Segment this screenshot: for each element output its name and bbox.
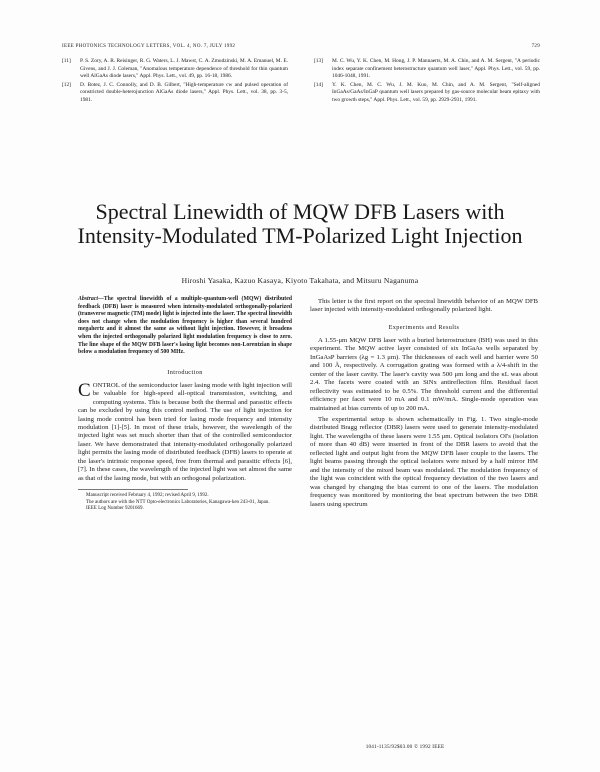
copyright-line: 1041-1135/92$03.00 © 1992 IEEE <box>365 744 445 750</box>
footnote-divider <box>78 489 188 490</box>
section-heading-experiments: Experiments and Results <box>388 323 460 331</box>
reference-item <box>314 58 540 81</box>
reference-item <box>62 58 288 81</box>
drop-cap: C <box>78 379 91 401</box>
abstract-text: —The spectral linewidth of a multiple-quantum-well (MQW) distributed feedback (DFB) laser is measured when intensity-modulated orthogonally-polarized (transverse magnetic (TM) mode) light is injected into the laser. The spectral linewidth does not change when the modulation frequency is higher than several hundred megahertz and it almost the same as without light injection. However, it broadens when the injected orthogonally polarized light modulation frequency is close to zero. The line shape of the MQW DFB laser's lasing light becomes non-Lorentzian in shape below a modulation frequency of 500 MHz. <box>78 296 292 356</box>
abstract-label: Abstract <box>78 296 98 302</box>
intro-paragraph <box>78 379 292 483</box>
reference-number: [12] <box>62 81 71 88</box>
reference-item <box>314 82 540 105</box>
reference-text: P. S. Zory, A. R. Reisinger, R. G. Waters, L. J. Mawst, C. A. Zmudzinski, M. A. Emanuel, M. E. Givens, and J. J. Coleman, "Anomalous temperature dependence of threshold for thin quantum well AlGaAs diode lasers," Appl. Phys. Lett., vol. 49, pp. 16-18, 1986. <box>80 58 288 80</box>
footnote-log-number: IEEE Log Number 9201669. <box>86 506 144 511</box>
article-title: Spectral Linewidth of MQW DFB Lasers with Intensity-Modulated TM-Polarized Light Injection <box>77 199 523 248</box>
footnote-manuscript: Manuscript received February 4, 1992; revised April 9, 1992. <box>86 493 209 499</box>
abstract <box>78 296 292 357</box>
reference-list-continued <box>62 58 540 106</box>
journal-header: IEEE PHOTONICS TECHNOLOGY LETTERS, VOL. 4, NO. 7, JULY 1992 <box>62 44 236 49</box>
reference-text: D. Botez, J. C. Connolly, and D. B. Gilbert, "High-temperature cw and pulsed operation of constricted double-heterojunction AlGaAs diode lasers," Appl. Phys. Lett., vol. 38, pp. 3-5, 1981. <box>80 81 288 103</box>
reference-text: Y. K. Chen, M. C. Wu, J. M. Kuo, M. Chin, and A. M. Sergent, "Self-aligned InGaAs/GaAs/InGaP quantum well lasers prepared by gas-source molecular beam epitaxy with two growth steps," Appl. Phys. Lett., vol. 59, pp. 2929-2931, 1991. <box>332 81 540 103</box>
reference-number: [13] <box>314 58 323 64</box>
reference-number: [11] <box>62 58 71 64</box>
running-head <box>62 44 540 49</box>
right-paragraph-2: A 1.55-μm MQW DFB laser with a buried heterostructure (BH) was used in this experiment. The MQW active layer consisted of six InGaAs wells separated by InGaAsP barriers (λg = 1.3 μm). The thicknesses of each well and barrier were 50 and 100 Å, respectively. A corrugation grating was formed with a λ/4-shift in the center of the laser cavity. The laser's cavity was 500 μm long and the κL was about 2.4. The facets were coated with an SiNx antireflection film. Residual facet reflectivity was estimated to be 0.5%. The threshold current and the differential efficiency per facet were 10 mA and 0.1 mW/mA. Single-mode operation was maintained at bias currents of up to 200 mA. <box>310 336 538 412</box>
right-column <box>310 298 538 509</box>
reference-column-right <box>314 58 540 106</box>
reference-column-left <box>62 58 288 106</box>
reference-text: M. C. Wu, Y. K. Chen, M. Hong, J. P. Mannaerts, M. A. Chin, and A. M. Sergent, "A periodic index separate confinement heterostructure quantum well laser," Appl. Phys. Lett., vol. 59, pp. 1046-1048, 1991. <box>332 58 540 80</box>
right-paragraph-3: The experimental setup is shown schematically in Fig. 1. Two single-mode distributed Bragg reflector (DBR) lasers were used to generate intensity-modulated light. The wavelengths of these lasers were 1.55 μm. Optical isolators OI's (isolation of more than 40 dB) were inserted in front of the DBR lasers to avoid that the reflected light and output light from the MQW DFB laser couple to the lasers. The light beams passing through the optical isolators were mixed by a half mirror HM and the intensity of the mixed beam was modulated. The modulation frequency of the light was coincident with the optical frequency deviation of the two lasers and was changed by changing the bias current to one of the lasers. The modulation frequency was monitored by monitoring the beat spectrum between the two DBR lasers using spectrum <box>310 415 538 508</box>
author-list: Hiroshi Yasaka, Kazuo Kasaya, Kiyoto Takahata, and Mitsuru Naganuma <box>181 276 419 285</box>
left-column <box>78 296 292 512</box>
footnote-affiliation: The authors are with the NTT Opto-electronics Laboratories, Kanagawa-ken 243-01, Japan. <box>86 499 270 505</box>
section-heading-introduction: Introduction <box>167 368 203 376</box>
page-number: 729 <box>531 44 540 49</box>
reference-item <box>62 82 288 105</box>
reference-number: [14] <box>314 81 323 88</box>
intro-text: ONTROL of the semiconductor laser lasing mode with light injection will be valuable for high-speed all-optical transmission, switching, and computing systems. This is because both the thermal and parasitic effects can be excluded by using this control method. The use of light injection for lasing mode control has been tried for lasing mode frequency and intensity modulation [1]-[5]. In most of these trials, however, the wavelength of the injected light was set much shorter than that of the controlled semiconductor laser. We have demonstrated that intensity-modulated orthogonally polarized light permits the lasing mode of distributed feedback (DFB) lasers to operate at the laser's intrinsic response speed, free from thermal and parasitic effects [6], [7]. In these cases, the wavelength of the injected light was set almost the same as that of the lasing mode, but with an orthogonal polarization. <box>78 381 292 482</box>
right-paragraph-1: This letter is the first report on the spectral linewidth behavior of an MQW DFB laser injected with intensity-modulated orthogonally polarized light. <box>310 298 538 314</box>
